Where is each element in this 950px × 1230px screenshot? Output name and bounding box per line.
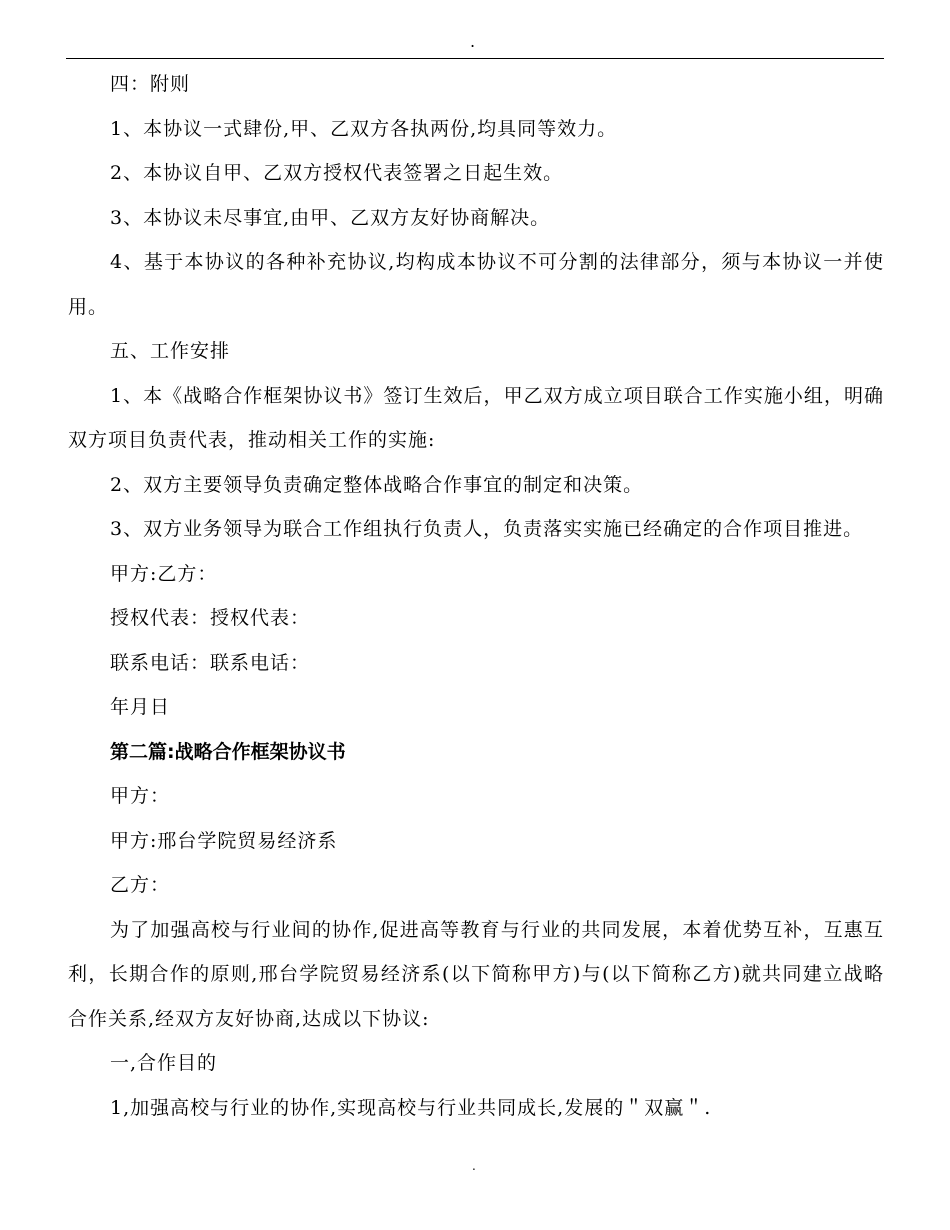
paragraph: 五、工作安排 bbox=[110, 340, 231, 362]
section-heading: 第二篇:战略合作框架协议书 bbox=[110, 740, 346, 763]
paragraph: 2、双方主要领导负责确定整体战略合作事宜的制定和决策。 bbox=[110, 473, 644, 496]
paragraph: 四：附则 bbox=[110, 73, 191, 95]
paragraph: 4、基于本协议的各种补充协议,均构成本协议不可分割的法律部分，须与本协议一并使用。 bbox=[68, 251, 884, 318]
paragraph: 一,合作目的 bbox=[110, 1052, 218, 1074]
paragraph: 年月日 bbox=[110, 696, 171, 718]
paragraph: 甲方： bbox=[110, 785, 171, 807]
footer-mark: . bbox=[472, 1159, 476, 1173]
paragraph: 联系电话：联系电话： bbox=[110, 651, 311, 674]
paragraph: 1、本《战略合作框架协议书》签订生效后，甲乙双方成立项目联合工作实施小组，明确双方项目负责代表，推动相关工作的实施: bbox=[68, 384, 884, 451]
header-mark: . bbox=[470, 32, 476, 51]
paragraph: 3、本协议未尽事宜,由甲、乙双方友好协商解决。 bbox=[110, 206, 551, 229]
document-body bbox=[68, 62, 884, 1130]
paragraph: 乙方： bbox=[110, 874, 171, 896]
paragraph: 1,加强高校与行业的协作,实现高校与行业共同成长,发展的＂双赢＂. bbox=[110, 1096, 712, 1119]
paragraph: 甲方:乙方： bbox=[110, 562, 218, 585]
paragraph: 2、本协议自甲、乙双方授权代表签署之日起生效。 bbox=[110, 162, 564, 184]
paragraph: 为了加强高校与行业间的协作,促进高等教育与行业的共同发展，本着优势互补，互惠互利，长期合作的原则,邢台学院贸易经济系(以下简称甲方)与(以下简称乙方)就共同建立战略合作关系,经双方友好协商,达成以下协议: bbox=[68, 918, 884, 1030]
paragraph: 1、本协议一式肆份,甲、乙双方各执两份,均具同等效力。 bbox=[110, 117, 618, 140]
paragraph: 授权代表：授权代表： bbox=[110, 607, 311, 629]
paragraph: 甲方:邢台学院贸易经济系 bbox=[110, 829, 338, 852]
header-rule bbox=[66, 58, 884, 59]
paragraph: 3、双方业务领导为联合工作组执行负责人，负责落实实施已经确定的合作项目推进。 bbox=[110, 518, 864, 540]
